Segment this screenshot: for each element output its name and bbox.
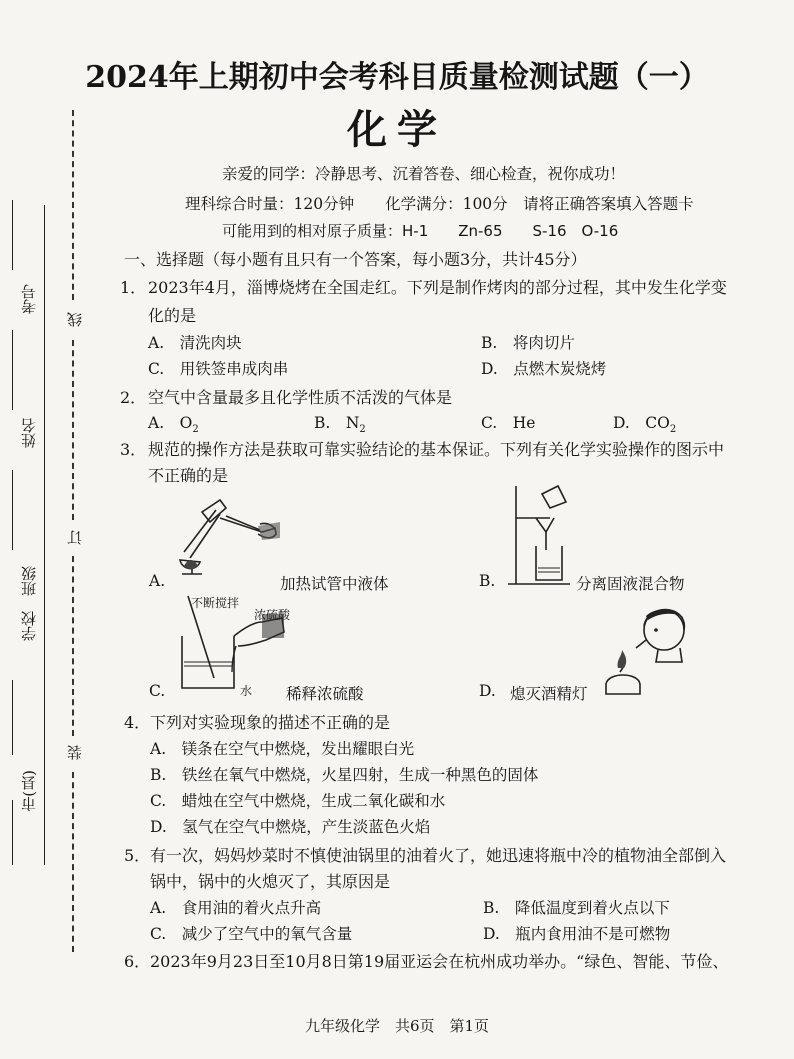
school-class-label: 学校 班级 [20, 566, 38, 641]
q3-option-b-caption: 分离固液混合物 [576, 575, 685, 593]
stir-label: 不断搅拌 [191, 596, 240, 610]
line-mark: 线 [66, 312, 84, 327]
q5-option-c[interactable]: C. 减少了空气中的氧气含量 [150, 925, 353, 943]
q4-option-a[interactable]: A. 镁条在空气中燃烧，发出耀眼白光 [150, 740, 415, 758]
cut-line-3 [72, 556, 74, 736]
q4-number: 4． [124, 713, 151, 732]
q2-option-b-text: B. N [314, 414, 360, 432]
q3-option-a-caption: 加热试管中液体 [280, 575, 389, 593]
q5-option-b[interactable]: B. 降低温度到着火点以下 [483, 899, 670, 917]
q4-option-c[interactable]: C. 蜡烛在空气中燃烧，生成二氧化碳和水 [150, 792, 446, 810]
q2-option-d-text: D. CO [613, 414, 670, 432]
q3-option-a-label[interactable]: A. [149, 572, 166, 590]
class-underline [12, 470, 13, 550]
q2-option-d[interactable] [613, 411, 676, 435]
cut-line-4 [72, 772, 74, 952]
water-label: 水 [240, 684, 253, 698]
q1-stem-line2: 化的是 [148, 306, 197, 325]
greeting: 亲爱的同学：冷静思考、沉着答卷、细心检查，祝你成功！ [222, 165, 626, 183]
q2-option-d-sub: 2 [669, 424, 677, 436]
city-label: 市(县) [20, 770, 38, 812]
q2-option-a[interactable] [148, 411, 199, 435]
q1-stem-line1: 2023年4月，淄博烧烤在全国走红。下列是制作烤肉的部分过程，其中发生化学变 [148, 278, 727, 297]
q2-option-a-sub: 2 [192, 424, 199, 436]
exam-no-label: 考号 [20, 284, 38, 314]
q2-stem: 空气中含量最多且化学性质不活泼的气体是 [148, 388, 453, 407]
q2-option-c[interactable]: C. He [481, 414, 536, 432]
order-mark: 订 [66, 530, 84, 545]
city-underline-2 [12, 800, 13, 865]
q5-option-d[interactable]: D. 瓶内食用油不是可燃物 [483, 925, 671, 943]
q1-option-c[interactable]: C. 用铁签串成肉串 [148, 360, 289, 378]
q4-stem: 下列对实验现象的描述不正确的是 [150, 713, 391, 732]
q5-stem-line1: 有一次，妈妈炒菜时不慎使油锅里的油着火了，她迅速将瓶中冷的植物油全部倒入 [150, 846, 727, 865]
q1-option-a[interactable]: A. 清洗肉块 [148, 334, 242, 352]
page-footer: 九年级化学 共6页 第1页 [304, 1017, 490, 1035]
acid-label: 浓硫酸 [254, 608, 291, 622]
q2-number: 2． [120, 388, 147, 407]
q1-option-d[interactable]: D. 点燃木炭烧烤 [481, 360, 607, 378]
exam-no-underline [12, 200, 13, 270]
heating-test-tube-figure [172, 492, 284, 588]
bind-mark: 装 [66, 745, 84, 760]
q3-number: 3． [120, 440, 147, 459]
q5-stem-line2: 锅中，锅中的火熄灭了，其原因是 [150, 872, 391, 891]
atomic-mass: 可能用到的相对原子质量：H-1 Zn-65 S-16 O-16 [222, 222, 619, 240]
q3-stem-line1: 规范的操作方法是获取可靠实验结论的基本保证。下列有关化学实验操作的图示中 [148, 440, 725, 459]
q6-number: 6． [124, 952, 151, 971]
q1-option-b[interactable]: B. 将肉切片 [481, 334, 575, 352]
filtration-figure [506, 484, 576, 590]
name-underline [12, 330, 13, 410]
name-label: 姓名 [20, 418, 38, 448]
q2-option-b-sub: 2 [359, 424, 366, 436]
q4-option-b[interactable]: B. 铁丝在氧气中燃烧，火星四射，生成一种黑色的固体 [150, 766, 539, 784]
q3-option-c-label[interactable]: C. [149, 682, 166, 700]
exam-title: 2024年上期初中会考科目质量检测试题（一） [85, 60, 709, 95]
q3-option-c-caption: 稀释浓硫酸 [286, 685, 364, 703]
q2-option-b[interactable] [314, 411, 366, 435]
q2-option-a-text: A. O [148, 414, 193, 432]
subject-title: 化学 [347, 106, 447, 153]
q3-option-b-label[interactable]: B. [479, 572, 496, 590]
exam-info: 理科综合时量：120分钟 化学满分：100分 请将正确答案填入答题卡 [185, 195, 694, 213]
alcohol-lamp-figure [598, 596, 698, 700]
city-underline [12, 680, 13, 755]
cut-line-2 [72, 340, 74, 520]
q3-stem-line2: 不正确的是 [148, 466, 229, 485]
q4-option-d[interactable]: D. 氢气在空气中燃烧，产生淡蓝色火焰 [150, 818, 431, 836]
q3-option-d-caption: 熄灭酒精灯 [510, 685, 588, 703]
q5-number: 5． [124, 846, 151, 865]
binding-line-left [44, 205, 45, 865]
q3-option-d-label[interactable]: D. [479, 682, 496, 700]
q1-number: 1． [120, 278, 147, 297]
section-heading: 一、选择题（每小题有且只有一个答案，每小题3分，共计45分） [124, 250, 587, 269]
q5-option-a[interactable]: A. 食用油的着火点升高 [150, 899, 322, 917]
q6-stem: 2023年9月23日至10月8日第19届亚运会在杭州成功举办。“绿色、智能、节俭、 [150, 952, 729, 971]
